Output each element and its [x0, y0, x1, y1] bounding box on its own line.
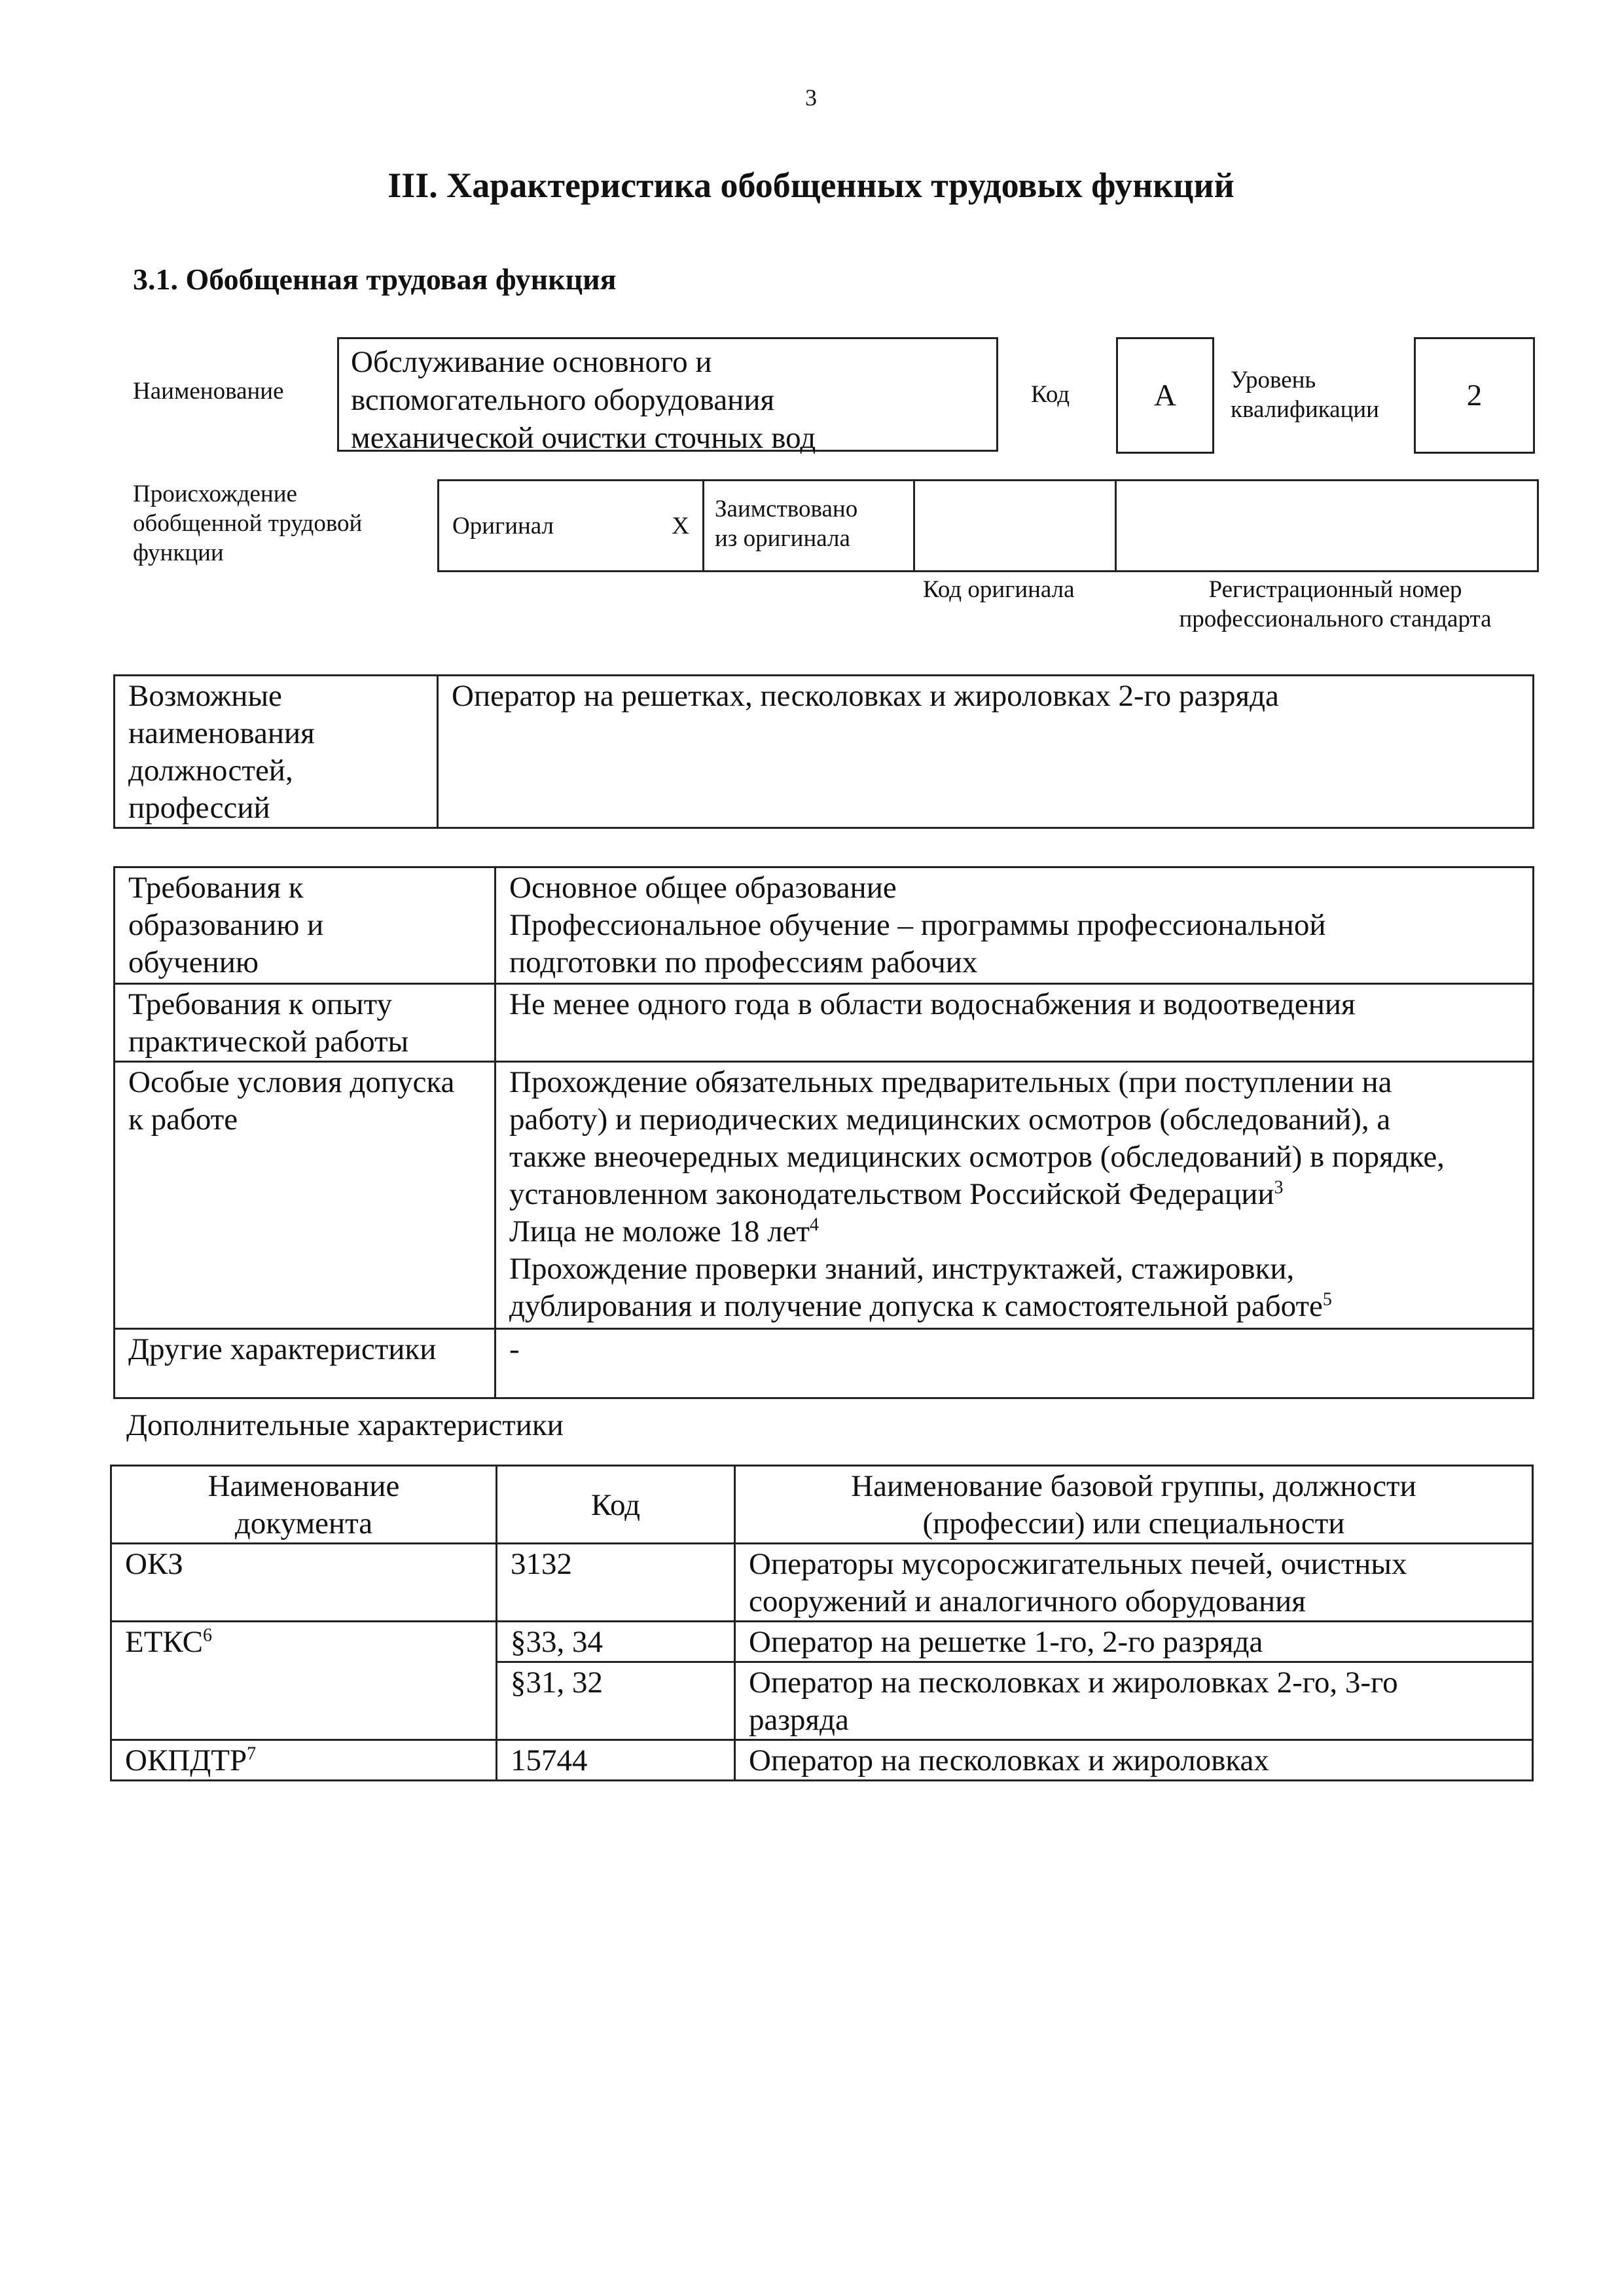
- function-name-box: [337, 337, 998, 455]
- cell-name: Оператор на песколовках и жироловках 2-го, 3-го разряда: [735, 1662, 1533, 1740]
- req-value-education: Основное общее образование Профессиональное обучение – программы профессиональной подготовки по профессиям рабочих: [496, 867, 1534, 984]
- function-name-line: вспомогательного оборудования: [351, 383, 775, 417]
- footnote-ref: 7: [247, 1743, 257, 1764]
- table-row: [115, 1329, 1534, 1398]
- req-label-special: Особые условия допуска к работе: [115, 1062, 496, 1329]
- table-header-row: [111, 1466, 1533, 1544]
- cell-doc: ОКЗ: [111, 1544, 497, 1622]
- additional-table: [110, 1465, 1534, 1781]
- name-label: Наименование: [133, 378, 284, 405]
- original-mark: X: [672, 512, 689, 539]
- subsection-title: 3.1. Обобщенная трудовая функция: [133, 263, 617, 296]
- table-row: [115, 867, 1534, 984]
- cell-doc: ЕТКС$^6$: [111, 1622, 497, 1740]
- origin-code-cell: [914, 481, 1116, 572]
- req-label-other: Другие характеристики: [115, 1329, 496, 1398]
- positions-label: Возможные наименования должностей, профессий: [115, 676, 438, 828]
- table-row: [115, 984, 1534, 1062]
- req-label-experience: Требования к опыту практической работы: [115, 984, 496, 1062]
- level-label: Уровень квалификации: [1231, 367, 1379, 423]
- code-value-box: [1116, 337, 1214, 454]
- level-value-box: [1414, 337, 1535, 454]
- header-group: Наименование базовой группы, должности (профессии) или специальности: [735, 1466, 1533, 1544]
- footnote-ref: 3: [1274, 1177, 1284, 1198]
- section-title: III. Характеристика обобщенных трудовых функций: [387, 166, 1235, 205]
- function-name-line: механической очистки сточных вод: [351, 421, 816, 455]
- req-value-other: -: [496, 1329, 1534, 1398]
- page-number: 3: [805, 84, 817, 111]
- origin-original-cell: Оригинал X: [439, 481, 704, 572]
- cell-code: §31, 32: [497, 1662, 735, 1740]
- table-row: [111, 1740, 1533, 1781]
- function-name-line: Обслуживание основного и: [351, 345, 712, 379]
- footnote-ref: 6: [202, 1625, 212, 1646]
- code-value: А: [1154, 378, 1176, 412]
- additional-title: Дополнительные характеристики: [126, 1408, 564, 1442]
- table-row: [111, 1622, 1533, 1662]
- cell-code: 15744: [497, 1740, 735, 1781]
- cell-name: Операторы мусоросжигательных печей, очистных сооружений и аналогичного оборудования: [735, 1544, 1533, 1622]
- cell-doc: ОКПДТР$^7$: [111, 1740, 497, 1781]
- cell-name: Оператор на песколовках и жироловках: [735, 1740, 1533, 1781]
- code-original-caption: Код оригинала: [923, 576, 1075, 603]
- cell-name: Оператор на решетке 1-го, 2-го разряда: [735, 1622, 1533, 1662]
- origin-table: [437, 479, 1539, 572]
- header-document: Наименование документа: [111, 1466, 497, 1544]
- table-row: [111, 1544, 1533, 1622]
- reg-number-caption: Регистрационный номер профессионального стандарта: [1179, 576, 1492, 632]
- footnote-ref: 5: [1322, 1289, 1332, 1310]
- code-label: Код: [1031, 381, 1070, 408]
- origin-borrowed-cell: Заимствовано из оригинала: [704, 481, 914, 572]
- table-row: [115, 1062, 1534, 1329]
- header-code: Код: [497, 1466, 735, 1544]
- cell-code: §33, 34: [497, 1622, 735, 1662]
- positions-value: Оператор на решетках, песколовках и жироловках 2-го разряда: [438, 676, 1534, 828]
- origin-label: Происхождение обобщенной трудовой функции: [133, 481, 363, 566]
- req-value-special: Прохождение обязательных предварительных (при поступлении на работу) и периодических медицинских осмотров (обследований), а также внеочередных медицинских осмотров (обследований) в порядке, установленном законодательством Российской Федерации$^3$ Лица не моложе 18 лет$^4$ Прохождение проверки знаний, инструктажей, стажировки, дублирования и получение допуска к самостоятельной работе$^5$: [496, 1062, 1534, 1329]
- footnote-ref: 4: [810, 1214, 820, 1235]
- requirements-table: [113, 866, 1534, 1399]
- positions-table: [113, 674, 1534, 829]
- req-label-education: Требования к образованию и обучению: [115, 867, 496, 984]
- origin-reg-number-cell: [1116, 481, 1538, 572]
- req-value-experience: Не менее одного года в области водоснабжения и водоотведения: [496, 984, 1534, 1062]
- level-value: 2: [1466, 378, 1483, 412]
- cell-code: 3132: [497, 1544, 735, 1622]
